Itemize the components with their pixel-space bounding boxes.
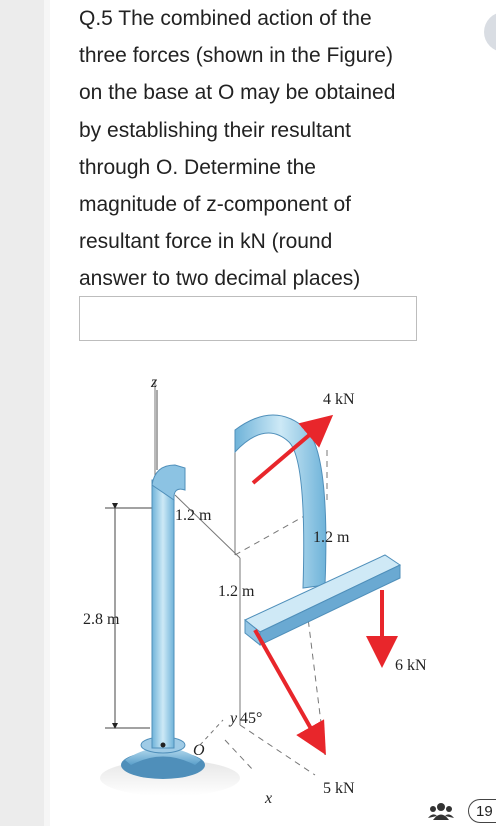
question-line: three forces (shown in the Figure) xyxy=(79,44,393,68)
count-badge[interactable]: 19 xyxy=(468,799,496,823)
z-axis-label: z xyxy=(151,374,158,391)
origin-point xyxy=(161,743,166,748)
angle-label: 45° xyxy=(240,710,263,727)
avatar[interactable] xyxy=(484,12,496,52)
dim-mid-label: 1.2 m xyxy=(218,583,255,600)
bottom-toolbar xyxy=(418,796,496,826)
force-4kn-label: 4 kN xyxy=(323,391,355,408)
left-margin-bar xyxy=(0,0,44,826)
dim-arm-label: 1.2 m xyxy=(175,507,212,524)
question-line: Q.5 The combined action of the xyxy=(79,7,372,30)
force-5kn-label: 5 kN xyxy=(323,780,355,797)
force-6kn-label: 6 kN xyxy=(395,657,427,674)
x-axis-label: x xyxy=(265,790,273,807)
answer-input[interactable] xyxy=(79,296,417,341)
question-line: by establishing their resultant xyxy=(79,118,351,142)
y-axis-label: y xyxy=(230,710,238,727)
left-margin-edge xyxy=(44,0,50,826)
vertical-pipe xyxy=(152,480,174,748)
question-line: on the base at O may be obtained xyxy=(79,81,396,105)
question-line: answer to two decimal places) xyxy=(79,267,361,291)
question-line: resultant force in kN (round xyxy=(79,230,333,254)
figure-svg xyxy=(75,360,453,826)
question-text xyxy=(79,0,479,298)
question-line: through O. Determine the xyxy=(79,155,316,179)
people-icon[interactable] xyxy=(428,802,454,825)
force-figure xyxy=(75,360,453,826)
question-line: magnitude of z-component of xyxy=(79,193,351,217)
origin-label: O xyxy=(193,742,205,759)
pipe-arch xyxy=(235,415,326,588)
dim-height-label: 2.8 m xyxy=(83,611,120,628)
dim-right-label: 1.2 m xyxy=(313,529,350,546)
